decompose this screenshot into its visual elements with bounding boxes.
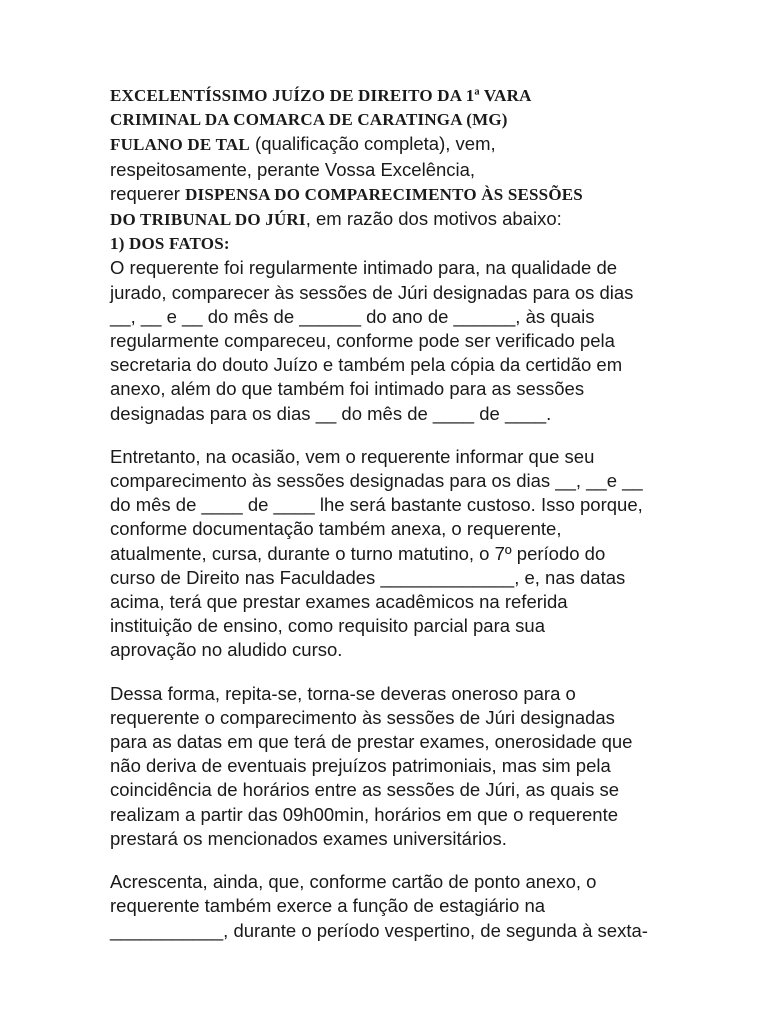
paragraph-spacer	[110, 663, 688, 682]
paragraph-3	[110, 682, 688, 851]
paragraph-2	[110, 445, 688, 663]
paragraph-spacer	[110, 851, 688, 870]
request-suffix: , em razão dos motivos abaixo:	[305, 208, 562, 230]
paragraph-line: O requerente foi regularmente intimado para, na qualidade de	[110, 257, 618, 279]
paragraph-line: realizam a partir das 09h00min, horários em que o requerente	[110, 803, 619, 825]
section-heading-facts: 1) DOS FATOS:	[110, 234, 230, 254]
paragraph-line: anexo, além do que também foi intimado para as sessões	[110, 378, 585, 400]
paragraph-line: conforme documentação também anexa, o requerente,	[110, 518, 562, 540]
header-line-1: EXCELENTÍSSIMO JUÍZO DE DIREITO DA 1ª VARA	[110, 86, 532, 105]
paragraph-4	[110, 870, 688, 943]
party-name: FULANO DE TAL	[110, 135, 250, 155]
paragraph-line: do mês de ____ de ____ lhe será bastante custoso. Isso porque,	[110, 494, 643, 516]
paragraph-line: para as datas em que terá de prestar exames, onerosidade que	[110, 731, 633, 753]
paragraph-line: curso de Direito nas Faculdades _____________, e, nas datas	[110, 566, 626, 588]
paragraph-line: ___________, durante o período vespertino, de segunda à sexta-	[110, 919, 648, 941]
paragraph-line: prestará os mencionados exames universitários.	[110, 827, 507, 849]
paragraph-spacer	[110, 426, 688, 445]
paragraph-line: __, __ e __ do mês de ______ do ano de ______, às quais	[110, 305, 595, 327]
intro-line-2: respeitosamente, perante Vossa Excelência,	[110, 158, 476, 180]
paragraph-line: designadas para os dias __ do mês de ____ de ____.	[110, 402, 552, 424]
paragraph-line: Acrescenta, ainda, que, conforme cartão de ponto anexo, o	[110, 871, 597, 893]
paragraph-line: Dessa forma, repita-se, torna-se deveras oneroso para o	[110, 682, 576, 704]
paragraph-line: aprovação no aludido curso.	[110, 639, 343, 661]
paragraph-line: não deriva de eventuais prejuízos patrimoniais, mas sim pela	[110, 755, 611, 777]
request-line-1	[110, 182, 688, 207]
paragraph-line: atualmente, cursa, durante o turno matutino, o 7º período do	[110, 542, 606, 564]
paragraph-line: requerente também exerce a função de estagiário na	[110, 895, 546, 917]
header-line-2: CRIMINAL DA COMARCA DE CARATINGA (MG)	[110, 110, 508, 130]
intro-line-1	[110, 132, 688, 157]
intro-qualification: (qualificação completa), vem,	[249, 133, 496, 155]
paragraph-line: acima, terá que prestar exames acadêmicos na referida	[110, 591, 568, 613]
request-title-part-2: DO TRIBUNAL DO JÚRI	[110, 210, 306, 230]
paragraph-line: instituição de ensino, como requisito parcial para sua	[110, 615, 545, 637]
paragraph-line: comparecimento às sessões designadas para os dias __, __e __	[110, 470, 643, 492]
paragraph-line: Entretanto, na ocasião, vem o requerente informar que seu	[110, 445, 595, 467]
paragraph-1	[110, 256, 688, 425]
paragraph-line: coincidência de horários entre as sessões de Júri, as quais se	[110, 779, 620, 801]
paragraph-line: jurado, comparecer às sessões de Júri designadas para os dias	[110, 281, 634, 303]
paragraph-line: secretaria do douto Juízo e também pela cópia da certidão em	[110, 354, 623, 376]
request-prefix: requerer	[110, 182, 186, 204]
paragraph-line: regularmente compareceu, conforme pode ser verificado pela	[110, 330, 615, 352]
paragraph-line: requerente o comparecimento às sessões de Júri designadas	[110, 706, 615, 728]
request-title-part-1: DISPENSA DO COMPARECIMENTO ÀS SESSÕES	[185, 184, 583, 204]
request-line-2	[110, 207, 688, 232]
